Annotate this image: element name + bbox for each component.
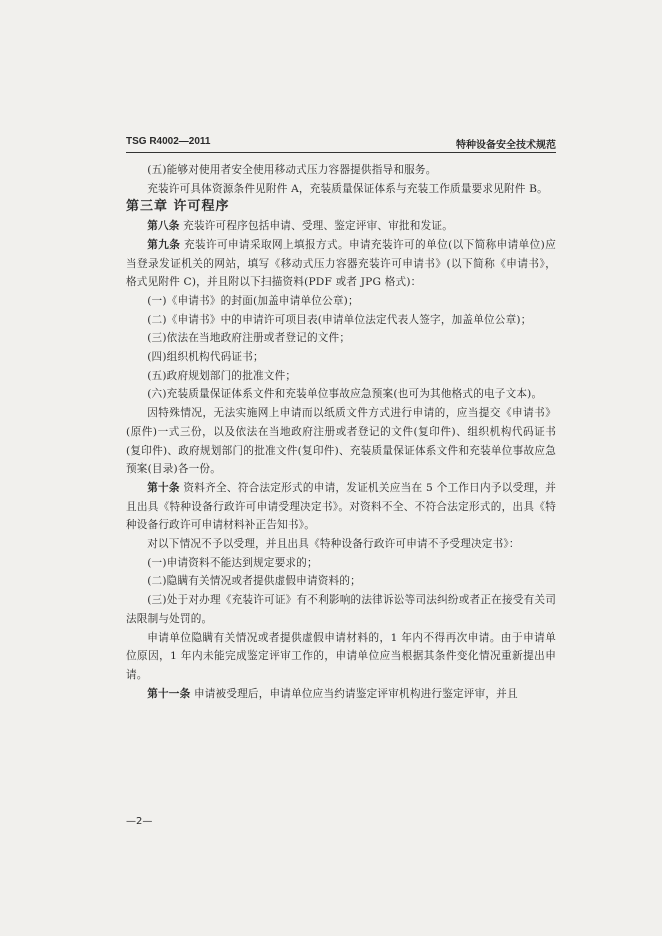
page-number: —2— bbox=[126, 816, 153, 827]
article-text: 充装许可申请采取网上填报方式。申请充装许可的单位(以下简称申请单位)应当登录发证机关的网站，填写《移动式压力容器充装许可申请书》(以下简称《申请书》，格式见附件 C)，并且附以下扫描资料(PDF 或者 JPG 格式)： bbox=[126, 238, 556, 289]
article-text: 资料齐全、符合法定形式的申请，发证机关应当在 5 个工作日内予以受理，并且出具《特种设备行政许可申请受理决定书》。对资料不全、不符合法定形式的，出具《特种设备行政许可申请材料补正告知书》。 bbox=[126, 481, 556, 532]
article-label: 第八条 bbox=[147, 220, 180, 233]
list-item: (六)充装质量保证体系文件和充装单位事故应急预案(也可为其他格式的电子文本)。 bbox=[147, 388, 543, 401]
list-item: (三)依法在当地政府注册或者登记的文件； bbox=[147, 332, 351, 345]
paragraph: 因特殊情况，无法实施网上申请而以纸质文件方式进行申请的，应当提交《申请书》(原件)一式三份，以及依法在当地政府注册或者登记的文件(复印件)、组织机构代码证书(复印件)、政府规划部门的批准文件(复印件)、充装质量保证体系文件和充装单位事故应急预案(目录)各一份。 bbox=[126, 407, 556, 476]
header-rule bbox=[126, 152, 556, 153]
paragraph: 对以下情况不予以受理，并且出具《特种设备行政许可申请不予受理决定书》： bbox=[147, 538, 520, 551]
list-item: (一)《申请书》的封面(加盖申请单位公章)； bbox=[147, 294, 359, 307]
paragraph: 充装许可具体资源条件见附件 A，充装质量保证体系与充装工作质量要求见附件 B。 bbox=[147, 182, 548, 195]
article-8 bbox=[126, 217, 556, 236]
list-item: (一)申请资料不能达到规定要求的； bbox=[147, 556, 318, 569]
chapter-heading: 第三章 许可程序 bbox=[126, 199, 230, 215]
paragraph: (五)能够对使用者安全使用移动式压力容器提供指导和服务。 bbox=[147, 164, 437, 176]
list-item: (二)《申请书》中的申请许可项目表(申请单位法定代表人签字，加盖单位公章)； bbox=[147, 313, 532, 326]
list-item: (二)隐瞒有关情况或者提供虚假申请资料的； bbox=[147, 575, 361, 588]
paragraph: 申请单位隐瞒有关情况或者提供虚假申请材料的，1 年内不得再次申请。由于申请单位原因，1 年内未能完成鉴定评审工作的，申请单位应当根据其条件变化情况重新提出申请。 bbox=[126, 631, 556, 681]
article-text: 申请被受理后，申请单位应当约请鉴定评审机构进行鉴定评审，并且 bbox=[190, 687, 518, 700]
article-label: 第十条 bbox=[147, 481, 180, 494]
article-11 bbox=[126, 685, 556, 704]
running-header bbox=[126, 134, 556, 152]
article-label: 第九条 bbox=[147, 238, 181, 251]
standard-code: TSG R4002—2011 bbox=[126, 136, 211, 147]
list-item: (三)处于对办理《充装许可证》有不利影响的法律诉讼等司法纠纷或者正在接受有关司法限制与处罚的。 bbox=[126, 594, 556, 625]
body-text bbox=[126, 161, 556, 703]
article-10 bbox=[126, 479, 556, 535]
list-item: (五)政府规划部门的批准文件； bbox=[147, 369, 297, 382]
article-9 bbox=[126, 236, 556, 292]
article-label: 第十一条 bbox=[147, 687, 191, 700]
series-title: 特种设备安全技术规范 bbox=[456, 140, 556, 151]
list-item: (四)组织机构代码证书； bbox=[147, 351, 264, 364]
article-text: 充装许可程序包括申请、受理、鉴定评审、审批和发证。 bbox=[179, 220, 453, 233]
